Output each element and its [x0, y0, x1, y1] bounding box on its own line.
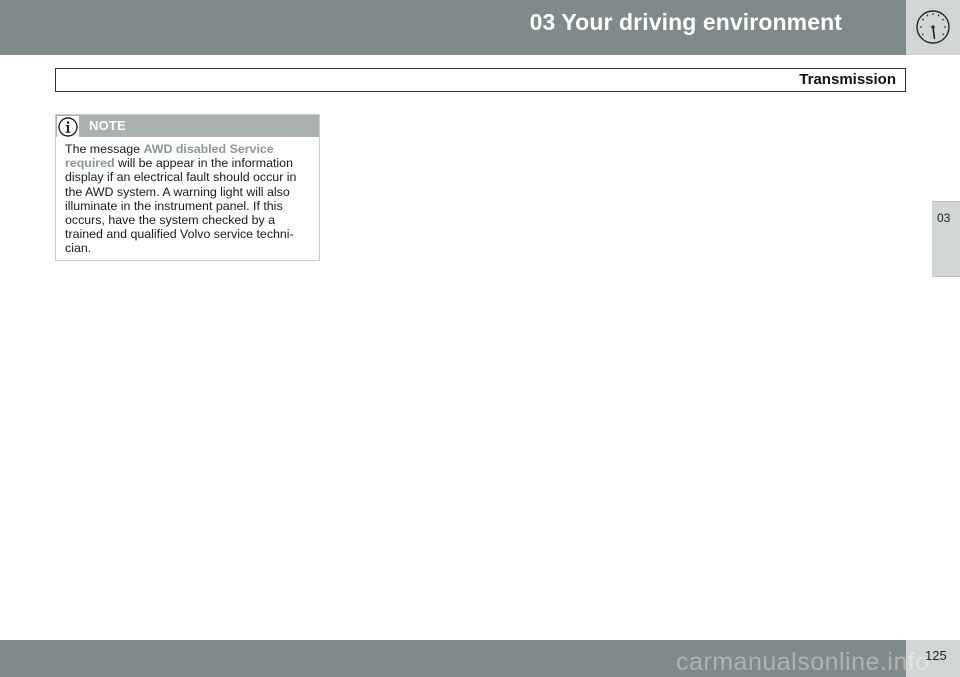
- section-bar: [55, 68, 906, 92]
- info-icon: [57, 116, 79, 138]
- speedometer-icon: [914, 8, 952, 46]
- page-number: 125: [925, 648, 947, 663]
- chapter-side-tab: [932, 201, 960, 277]
- note-header: [56, 115, 319, 137]
- note-text: [65, 142, 313, 256]
- chapter-title: 03 Your driving environment: [529, 9, 842, 35]
- note-text-before: The message: [65, 142, 144, 156]
- note-box: [55, 114, 320, 261]
- side-tab-label: 03: [937, 211, 951, 225]
- section-title: Transmission: [799, 71, 896, 88]
- header-band: [0, 0, 906, 55]
- note-label: NOTE: [89, 118, 126, 133]
- watermark: carmanualsonline.info: [676, 648, 930, 676]
- note-text-after: will be appear in the information display if an electrical fault should occur in the AWD system. A warning light will also illuminate in the instrument panel. If this occurs, have the system checked by a trained and qualified Volvo service techni-cian.: [65, 156, 297, 256]
- header-icon-box: [906, 0, 960, 55]
- note-message-highlight: AWD disabled Service required: [65, 142, 274, 171]
